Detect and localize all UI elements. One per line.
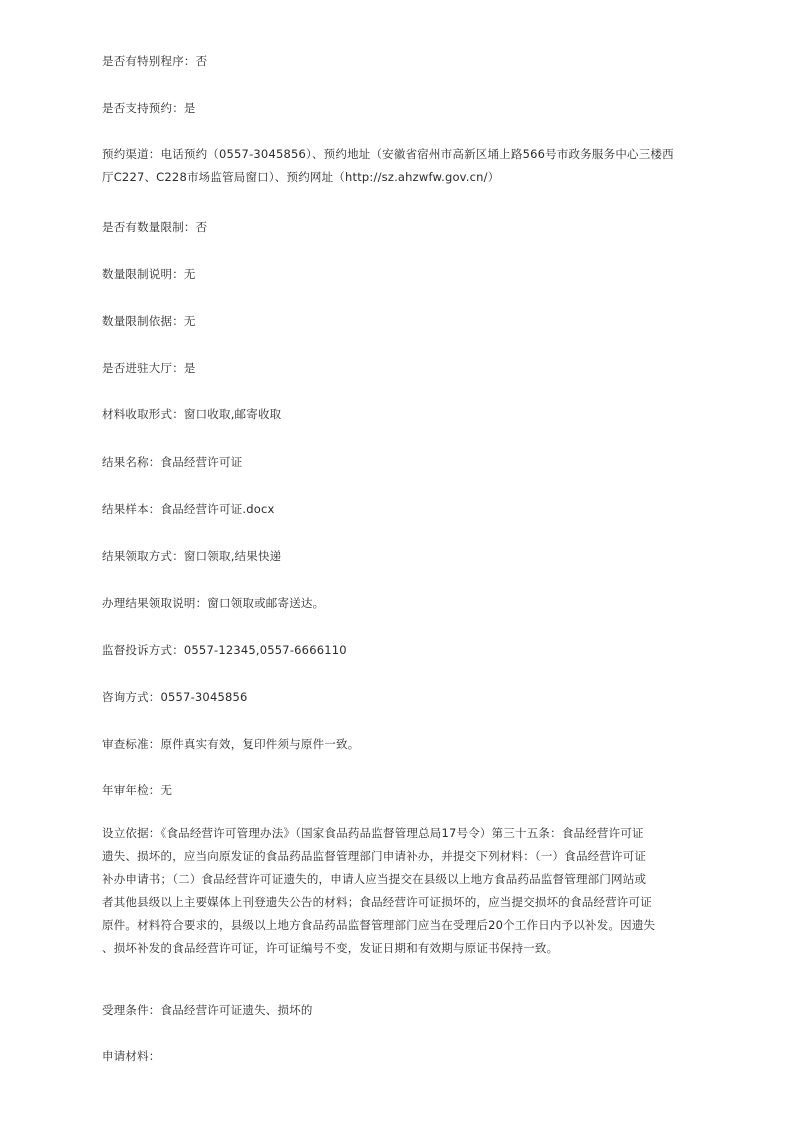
- basis-line-3: 补办申请书；（二）食品经营许可证遗失的，申请人应当提交在县级以上地方食品药品监督管理部门网站或: [102, 872, 647, 886]
- result-name-line: 结果名称：食品经营许可证: [102, 455, 243, 469]
- appointment-channel-paragraph: [102, 143, 682, 189]
- basis-line-2: 遗失、损坏的，应当向原发证的食品药品监督管理部门申请补办，并提交下列材料：（一）食品经营许可证: [102, 849, 647, 863]
- quantity-limit-desc-line: 数量限制说明：无: [102, 267, 196, 281]
- consult-line: 咨询方式：0557-3045856: [102, 690, 248, 704]
- in-hall-line: 是否进驻大厅：是: [102, 361, 196, 375]
- basis-paragraph: [102, 822, 682, 960]
- basis-line-5: 原件。材料符合要求的，县级以上地方食品药品监督管理部门应当在受理后20个工作日内予以补发。因遗失: [102, 918, 656, 932]
- acceptance-conditions-line: 受理条件：食品经营许可证遗失、损坏的: [102, 1003, 313, 1017]
- material-collection-line: 材料收取形式：窗口收取,邮寄收取: [102, 407, 282, 421]
- appointment-channel-line-2: 厅C227、C228市场监管局窗口）、预约网址（http://sz.ahzwfw.gov.cn/）: [102, 170, 500, 184]
- special-procedure-line: 是否有特别程序：否: [102, 54, 208, 68]
- basis-line-1: 设立依据：《食品经营许可管理办法》（国家食品药品监督管理总局17号令）第三十五条：食品经营许可证: [102, 826, 644, 840]
- annual-check-line: 年审年检：无: [102, 783, 173, 797]
- quantity-limit-line: 是否有数量限制：否: [102, 220, 208, 234]
- result-pickup-line: 结果领取方式：窗口领取,结果快递: [102, 549, 282, 563]
- basis-line-4: 者其他县级以上主要媒体上刊登遗失公告的材料；食品经营许可证损坏的，应当提交损坏的食品经营许可证: [102, 895, 652, 909]
- supports-appointment-line: 是否支持预约：是: [102, 101, 196, 115]
- result-sample-line: 结果样本：食品经营许可证.docx: [102, 502, 275, 516]
- quantity-limit-basis-line: 数量限制依据：无: [102, 314, 196, 328]
- appointment-channel-line-1: 预约渠道：电话预约（0557-3045856）、预约地址（安徽省宿州市高新区埇上路566号市政务服务中心三楼西: [102, 147, 674, 161]
- application-materials-line: 申请材料：: [102, 1049, 161, 1063]
- basis-line-6: 、损坏补发的食品经营许可证，许可证编号不变，发证日期和有效期与原证书保持一致。: [102, 941, 559, 955]
- complaint-line: 监督投诉方式：0557-12345,0557-6666110: [102, 643, 347, 657]
- review-standard-line: 审查标准：原件真实有效，复印件须与原件一致。: [102, 737, 360, 751]
- result-pickup-desc-line: 办理结果领取说明：窗口领取或邮寄送达。: [102, 596, 325, 610]
